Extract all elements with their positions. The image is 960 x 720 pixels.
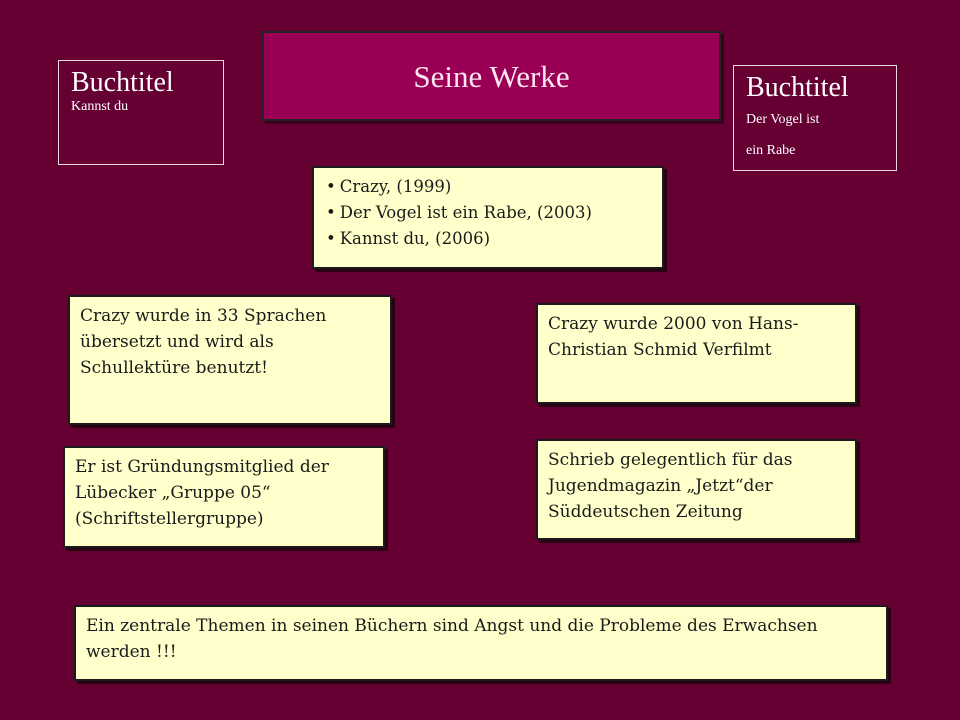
book-title-name-line2: ein Rabe xyxy=(746,143,796,158)
book-title-heading: Buchtitel xyxy=(71,67,174,98)
book-title-name: Kannst du xyxy=(71,99,129,114)
book-title-name-line1: Der Vogel ist xyxy=(746,112,820,127)
note-founder-text: Er ist Gründungsmitglied der Lübecker „Gruppe 05“ (Schriftstellergruppe) xyxy=(75,457,329,529)
note-central-themes xyxy=(74,605,888,681)
book-title-box-right xyxy=(733,65,897,171)
works-list-item: • Crazy, (1999) xyxy=(326,174,650,200)
slide-title: Seine Werke xyxy=(413,59,570,94)
note-film-text: Crazy wurde 2000 von Hans-Christian Schmid Verfilmt xyxy=(548,314,799,360)
book-title-heading: Buchtitel xyxy=(746,72,849,103)
note-translations-text: Crazy wurde in 33 Sprachen übersetzt und wird als Schullektüre benutzt! xyxy=(80,306,327,378)
note-translations xyxy=(68,295,392,425)
slide-title-box xyxy=(262,31,721,121)
works-list-item: • Kannst du, (2006) xyxy=(326,226,650,252)
note-film-adaptation xyxy=(536,303,857,404)
note-founding-member xyxy=(63,446,385,548)
note-magazine-text: Schrieb gelegentlich für das Jugendmagazin „Jetzt“der Süddeutschen Zeitung xyxy=(548,450,793,522)
works-list xyxy=(326,174,650,252)
book-title-box-left xyxy=(58,60,224,165)
note-magazine xyxy=(536,439,857,540)
works-list-item: • Der Vogel ist ein Rabe, (2003) xyxy=(326,200,650,226)
works-list-box xyxy=(312,166,664,269)
note-themes-text: Ein zentrale Themen in seinen Büchern sind Angst und die Probleme des Erwachsen werden !!! xyxy=(86,616,818,662)
